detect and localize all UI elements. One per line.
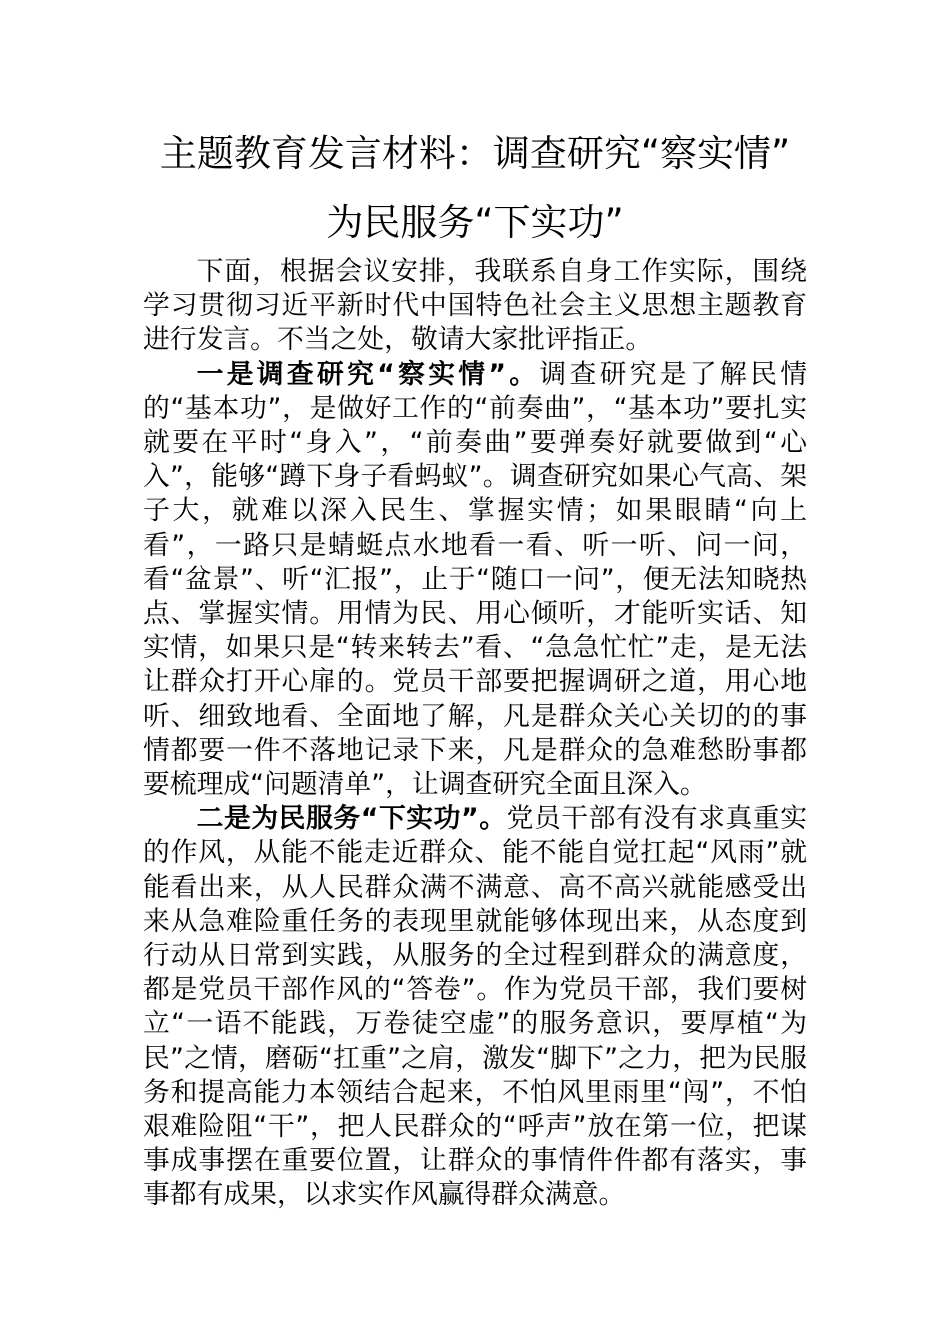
intro-paragraph: [143, 255, 807, 358]
document-title-line-2: 为民服务“下实功”: [326, 201, 624, 244]
section-one-paragraph: [143, 358, 807, 803]
document-title-line-1: 主题教育发言材料：调查研究“察实情”: [159, 132, 791, 175]
paragraph-text: 下面，根据会议安排，我联系自身工作实际，围绕学习贯彻习近平新时代中国特色社会主义思想主题教育进行发言。不当之处，敬请大家批评指正。: [143, 256, 807, 356]
document-body: [143, 255, 807, 1213]
section-one-heading: 一是调查研究“察实情”。: [196, 358, 540, 390]
section-two-heading: 二是为民服务“下实功”。: [196, 803, 507, 835]
section-two-paragraph: [143, 802, 807, 1212]
paragraph-text: 调查研究是了解民情的“基本功”，是做好工作的“前奏曲”，“基本功”要扎实就要在平时“身入”，“前奏曲”要弹奏好就要做到“心入”，能够“蹲下身子看蚂蚁”。调查研究如果心气高、架子大，就难以深入民生、掌握实情；如果眼睛“向上看”，一路只是蜻蜓点水地看一看、听一听、问一问，看“盆景”、听“汇报”，止于“随口一问”，便无法知晓热点、掌握实情。用情为民、用心倾听，才能听实话、知实情，如果只是“转来转去”看、“急急忙忙”走，是无法让群众打开心扉的。党员干部要把握调研之道，用心地听、细致地看、全面地了解，凡是群众关心关切的的事情都要一件不落地记录下来，凡是群众的急难愁盼事都要梳理成“问题清单”，让调查研究全面且深入。: [143, 358, 807, 801]
paragraph-text: 党员干部有没有求真重实的作风，从能不能走近群众、能不能自觉扛起“风雨”就能看出来，从人民群众满不满意、高不高兴就能感受出来从急难险重任务的表现里就能够体现出来，从态度到行动从日常到实践，从服务的全过程到群众的满意度，都是党员干部作风的“答卷”。作为党员干部，我们要树立“一语不能践，万卷徒空虚”的服务意识，要厚植“为民”之情，磨砺“扛重”之肩，激发“脚下”之力，把为民服务和提高能力本领结合起来，不怕风里雨里“闯”，不怕艰难险阻“干”，把人民群众的“呼声”放在第一位，把谋事成事摆在重要位置，让群众的事情件件都有落实，事事都有成果，以求实作风赢得群众满意。: [143, 803, 807, 1211]
